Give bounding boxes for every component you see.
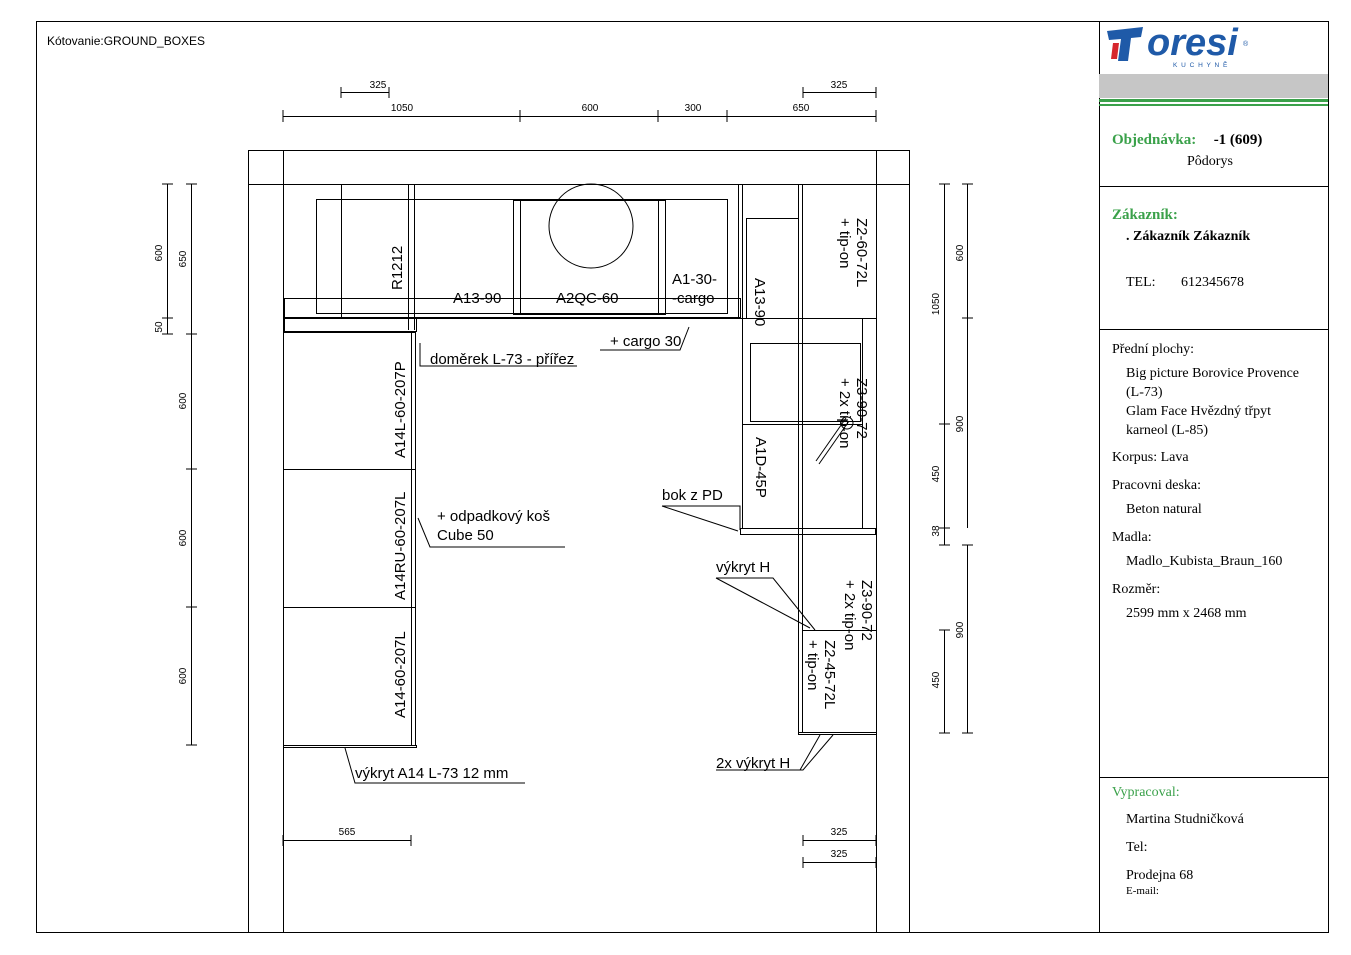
cabinet-a14l-60-207p: A14L-60-207P	[392, 361, 409, 458]
customer-block	[1099, 207, 1328, 291]
cabinet-z2-45-72l: Z2-45-72L	[821, 640, 838, 710]
dim-top-650: 650	[792, 103, 810, 114]
worktop-filler	[285, 319, 417, 332]
worktop-label: Pracovni deska:	[1112, 478, 1202, 493]
fronts-line3: Glam Face Hvězdný třpyt	[1126, 404, 1272, 419]
dim-left-600-b: 600	[178, 392, 189, 410]
note-vykryt-a14: výkryt A14 L-73 12 mm	[355, 765, 509, 782]
dim-top-325-left: 325	[369, 80, 387, 91]
customer-name: . Zákazník Zákazník	[1126, 229, 1251, 244]
logo-mark-icon	[1099, 21, 1328, 73]
dim-right-900-a: 900	[955, 415, 966, 433]
fronts-line2: (L-73)	[1126, 385, 1163, 400]
dim-left-650: 650	[178, 250, 189, 268]
logo-green-line	[1099, 104, 1328, 106]
note-2x-vykryt: 2x výkryt H	[716, 755, 791, 772]
handles-value: Madlo_Kubista_Braun_160	[1126, 554, 1283, 569]
cabinet-a2qc-60: A2QC-60	[556, 290, 619, 307]
order-block	[1099, 132, 1328, 170]
logo-gray-band	[1099, 74, 1328, 98]
base-plinth	[284, 746, 417, 748]
dim-left-600-a: 600	[154, 244, 165, 262]
dim-left-600-d: 600	[178, 667, 189, 685]
dim-right-1050: 1050	[931, 292, 942, 316]
cabinet-a13-90-top: A13-90	[453, 290, 502, 307]
dim-left-50: 50	[154, 321, 165, 333]
size-label: Rozměr:	[1112, 582, 1161, 597]
handles-label: Madla:	[1112, 530, 1152, 545]
leader-vykryt-diag	[716, 578, 810, 628]
dimension-style-label: Kótovanie:GROUND_BOXES	[47, 34, 206, 48]
dim-top-1050: 1050	[390, 103, 414, 114]
dim-right-900-b: 900	[955, 621, 966, 639]
cabinet-z3-90-72-top: Z3-90-72	[853, 378, 870, 439]
author-name: Martina Studničková	[1126, 812, 1244, 827]
note-tip-on-1: + tip-on	[836, 218, 853, 269]
size-value: 2599 mm x 2468 mm	[1126, 606, 1247, 621]
note-vykryt-h: výkryt H	[716, 559, 771, 576]
company-logo	[1099, 21, 1328, 73]
cabinet-a14ru-60-207l: A14RU-60-207L	[392, 491, 409, 600]
author-block	[1099, 783, 1328, 898]
note-tip-on-2: + tip-on	[804, 640, 821, 691]
dim-right-38: 38	[931, 525, 942, 537]
author-label: Vypracoval:	[1112, 785, 1180, 800]
dim-right-450-b: 450	[931, 671, 942, 689]
email-label: E-mail:	[1126, 885, 1159, 897]
author-tel-label: Tel:	[1126, 840, 1148, 855]
order-value: -1 (609)	[1213, 132, 1263, 148]
right-worktop-edge	[741, 529, 876, 535]
body-value: Lava	[1160, 450, 1189, 465]
note-cargo: + cargo 30	[610, 333, 682, 350]
fronts-line1: Big picture Borovice Provence	[1126, 366, 1300, 381]
view-name: Pôdorys	[1187, 154, 1233, 169]
dim-left-600-c: 600	[178, 529, 189, 547]
fronts-line4: karneol (L-85)	[1126, 423, 1209, 438]
cabinet-r1212: R1212	[389, 245, 406, 290]
tel-label: TEL:	[1126, 275, 1156, 290]
cabinet-a1d-45p: A1D-45P	[752, 437, 769, 498]
dim-bottom-325-b: 325	[830, 849, 848, 860]
dim-top-300: 300	[684, 103, 702, 114]
leader-2x-b	[800, 735, 820, 770]
cabinet-a14-60-207l: A14-60-207L	[392, 631, 409, 718]
logo-subtitle: K U C H Y N Ě	[1173, 62, 1229, 69]
logo-word: oresi	[1147, 22, 1238, 64]
note-2x-tip-on-2: + 2x tip-on	[841, 580, 858, 651]
note-odpadkovy-line1: + odpadkový koš	[437, 508, 550, 525]
dim-top-600: 600	[581, 103, 599, 114]
dim-right-450-a: 450	[931, 465, 942, 483]
customer-label: Zákazník:	[1112, 207, 1178, 223]
leader-bok-diag	[662, 506, 738, 531]
logo-green-line	[1099, 99, 1328, 102]
fronts-label: Přední plochy:	[1112, 342, 1195, 357]
store-name: Prodejna 68	[1126, 868, 1194, 883]
order-label: Objednávka:	[1112, 132, 1197, 148]
cabinet-a13-90-right: A13-90	[751, 278, 768, 327]
worktop-value: Beton natural	[1126, 502, 1202, 517]
body-label: Korpus:	[1112, 450, 1158, 465]
cabinet-a1-30-line1: A1-30-	[672, 271, 718, 288]
note-bok: bok z PD	[662, 487, 723, 504]
note-2x-tip-on-1: + 2x tip-on	[836, 378, 853, 449]
note-domerek: doměrek L-73 - přířez	[430, 351, 575, 368]
dim-bottom-325-a: 325	[830, 827, 848, 838]
sink-bowl	[549, 184, 633, 268]
note-odpadkovy-line2: Cube 50	[437, 527, 494, 544]
logo-registered: ®	[1243, 41, 1249, 48]
tel-value: 612345678	[1181, 275, 1245, 290]
room-outer-wall	[249, 151, 910, 933]
dim-top-325-right: 325	[830, 80, 848, 91]
dim-right-600: 600	[955, 244, 966, 262]
cabinet-z2-60-72l: Z2-60-72L	[853, 218, 870, 288]
materials-block	[1099, 340, 1328, 623]
dim-bottom-565: 565	[338, 827, 356, 838]
cabinet-z3-90-72-bottom: Z3-90-72	[858, 580, 875, 641]
cabinet-a1-30-line2: -cargo	[672, 290, 715, 307]
right-plinth	[799, 733, 877, 735]
